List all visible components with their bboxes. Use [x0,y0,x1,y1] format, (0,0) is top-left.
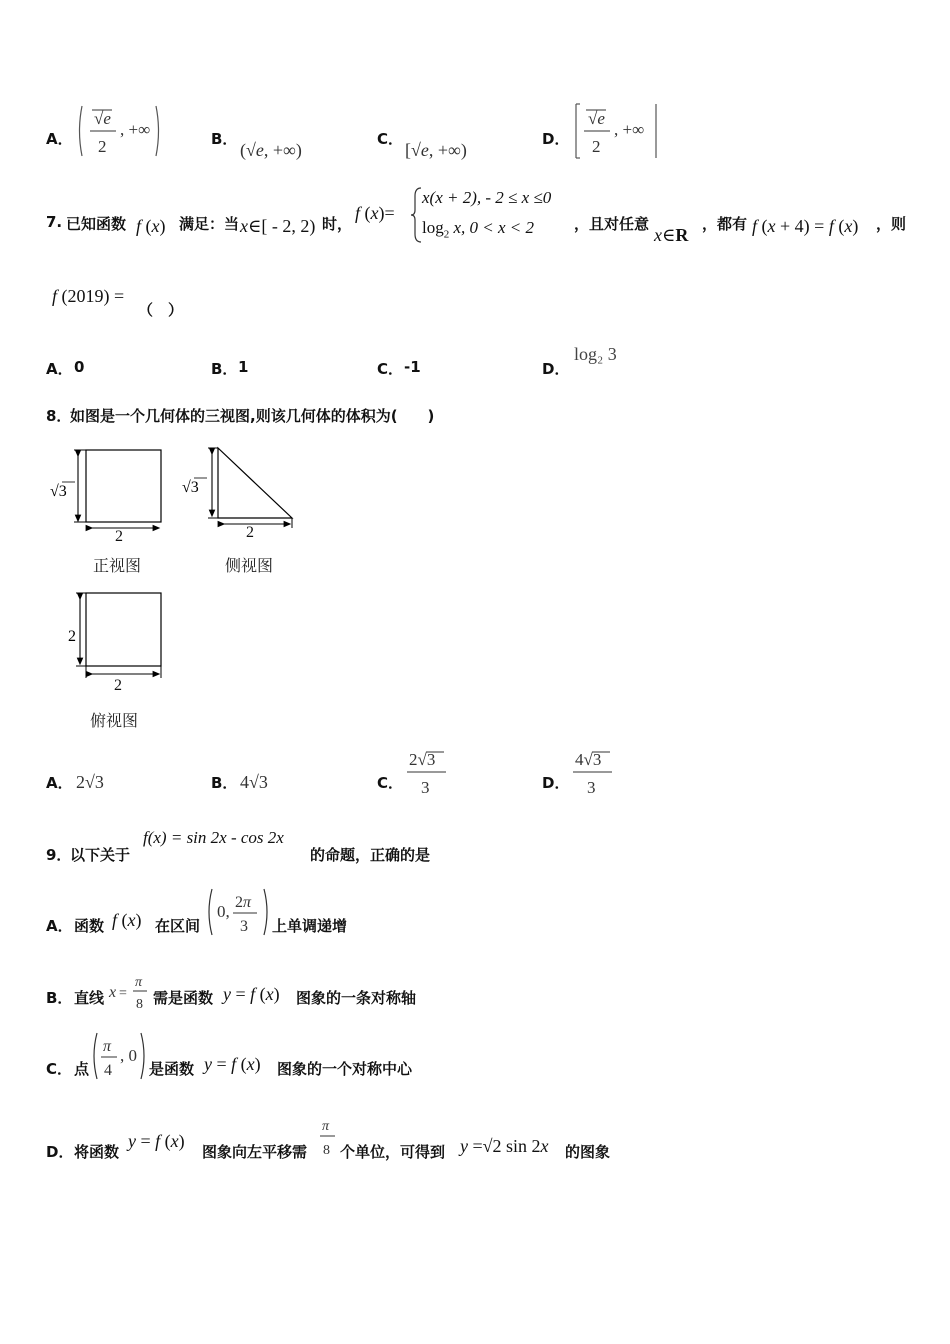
q9-option-c-text: 点 [74,1060,90,1078]
svg-text:2: 2 [98,137,107,156]
q9-option-b-text: 图象的一条对称轴 [296,989,417,1007]
q8-option-d-math [570,744,616,798]
option-label: B． [211,360,238,378]
q9-function: f(x) = sin 2x - cos 2x [143,828,284,847]
question-number: 9． [46,846,72,864]
svg-text:3: 3 [587,778,596,797]
q7-text: 已知函数 [66,215,127,233]
option-label: C． [377,130,404,148]
svg-text:√e: √e [588,109,605,128]
q7-case-2: $\log_2 x$, 0 < x < 2 [422,218,535,241]
q9-option-a-text: 函数 [74,917,105,935]
svg-text:2π: 2π [235,894,252,911]
svg-text:, 0: , 0 [120,1046,137,1065]
q6-option-a-math [74,100,164,162]
svg-text:4√3: 4√3 [575,750,602,769]
question-number: 7. [46,213,63,231]
q7-text: ，则 [876,215,907,233]
q9-option-b-text: 直线 [74,989,105,1007]
q7-option-c-value: -1 [404,358,421,376]
question-number: 8． [46,407,72,425]
svg-text:π: π [322,1119,330,1134]
front-view-width-label: 2 [115,528,123,545]
svg-text:√e: √e [94,109,111,128]
svg-text:2: 2 [592,137,601,156]
svg-text:π: π [135,975,143,990]
option-label: D． [542,130,570,148]
top-view-caption: 俯视图 [90,711,139,730]
option-label: C． [377,360,404,378]
q8-text: 如图是一个几何体的三视图,则该几何体的体积为( ) [70,407,435,425]
q9-option-d-shift [318,1114,338,1162]
side-view-caption: 侧视图 [225,556,274,575]
option-label: D． [542,774,570,792]
q9-text: 以下关于 [70,846,131,864]
option-label: D． [542,360,570,378]
option-label: A． [46,360,73,378]
svg-text:8: 8 [136,997,143,1012]
q7-fx-def: f (x)= [355,203,395,223]
svg-text:x: x [109,984,117,1001]
q9-fx: f (x) [112,910,142,930]
q7-option-a-value: 0 [74,358,85,376]
q9-option-a-interval [205,886,271,938]
q6-option-c-math: [√e, +∞) [405,140,467,160]
q6-option-b-math: (√e, +∞) [240,140,302,160]
top-view-width-label: 2 [114,677,122,694]
q9-option-d-result: y =√2 sin 2x [460,1136,549,1156]
q7-case-2-log: log [422,218,444,237]
q7-text: 满足：当 [179,215,240,233]
top-view-figure [60,590,170,682]
option-label: B． [46,989,73,1007]
q7-case-1: x(x + 2), - 2 ≤ x ≤0 [422,188,552,207]
q9-y-fx: y = f (x) [204,1054,261,1074]
svg-text:, +∞: , +∞ [120,120,151,139]
option-label: C． [377,774,404,792]
q9-option-a-text: 在区间 [155,917,201,935]
q8-option-a-math: 2√3 [76,772,104,792]
q9-option-a-text: 上单调递增 [272,917,348,935]
q9-option-c-text: 图象的一个对称中心 [277,1060,413,1078]
svg-text:3: 3 [240,918,248,935]
q9-option-c-point [90,1030,148,1082]
q8-option-c-math [404,744,450,798]
q6-option-d-math [570,100,662,162]
option-label: D． [46,1143,74,1161]
q9-option-d-text: 个单位，可得到 [340,1143,446,1161]
q7-text: ，都有 [702,215,748,233]
q9-option-d-text: 将函数 [74,1143,120,1161]
q7-text: 时， [322,215,353,233]
q7-domain: x∈[ - 2, 2) [240,216,316,236]
q9-text: 的命题，正确的是 [310,846,431,864]
option-label: C． [46,1060,73,1078]
q7-text: ，且对任意 [574,215,650,233]
svg-text:=: = [119,986,127,1001]
svg-text:2√3: 2√3 [409,750,436,769]
q7-option-b-value: 1 [238,358,249,376]
option-label: A． [46,917,73,935]
q9-option-b-text: 需是函数 [153,989,214,1007]
option-label: B． [211,130,238,148]
svg-text:3: 3 [421,778,430,797]
option-label: A． [46,130,73,148]
q8-option-b-math: 4√3 [240,772,268,792]
q7-fx: f (x) [136,216,166,236]
svg-text:4: 4 [104,1062,112,1079]
q9-y-fx: y = f (x) [128,1131,185,1151]
q7-periodic: f (x + 4) = f (x) [752,216,859,236]
q7-x-in-r: x∈R [654,225,689,245]
q7-case-2-rest: x, 0 < x < 2 [453,218,535,237]
svg-text:0,: 0, [217,902,230,921]
top-view-height-label: 2 [68,628,76,645]
svg-text:π: π [103,1038,112,1055]
q9-option-b-line [107,970,153,1014]
option-label: A． [46,774,73,792]
q9-option-c-text: 是函数 [149,1060,195,1078]
side-view-figure [178,444,298,536]
front-view-caption: 正视图 [93,556,142,575]
svg-text:, +∞: , +∞ [614,120,645,139]
q7-option-d-value: log₂ 3 [574,344,617,364]
q9-option-d-text: 的图象 [565,1143,611,1161]
q7-answer-paren: （ ） [138,301,184,319]
svg-text:8: 8 [323,1143,330,1158]
q7-f2019: f (2019) = [52,286,125,306]
q9-y-fx: y = f (x) [223,984,280,1004]
front-view-height-label: √3 [50,483,67,500]
front-view-figure [46,444,176,536]
q9-option-d-text: 图象向左平移需 [202,1143,308,1161]
option-label: B． [211,774,238,792]
side-view-width-label: 2 [246,524,254,541]
side-view-height-label: √3 [182,479,199,496]
